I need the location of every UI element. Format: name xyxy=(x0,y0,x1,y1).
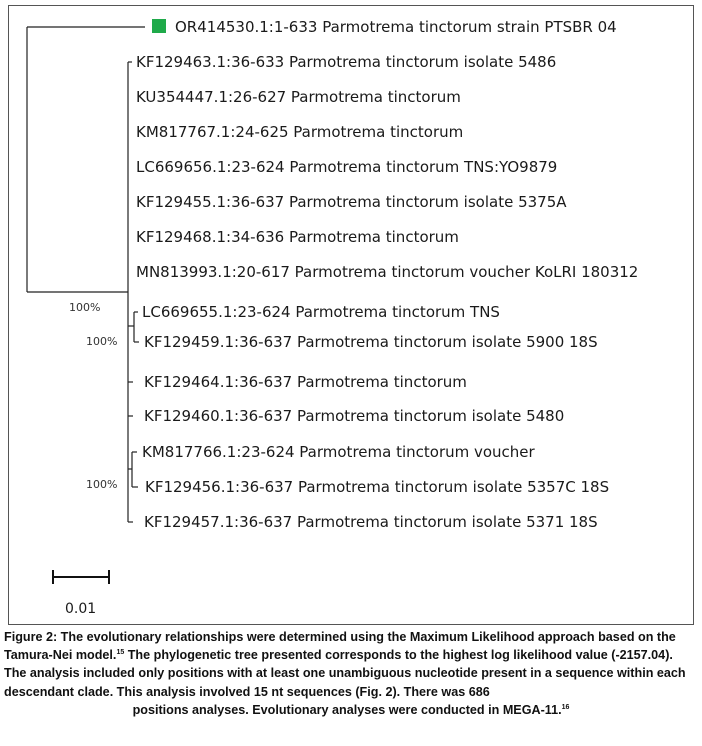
scale-bar-label: 0.01 xyxy=(65,601,97,617)
caption-ref-2: 16 xyxy=(561,703,570,711)
taxon-label-10: KF129459.1:36-637 Parmotrema tinctorum isolate 5900 18S xyxy=(144,333,598,351)
taxon-label-3: KU354447.1:26-627 Parmotrema tinctorum xyxy=(136,88,461,106)
bootstrap-root-clade: 100% xyxy=(69,301,101,314)
scale-bar xyxy=(53,570,109,617)
taxon-label-2: KF129463.1:36-633 Parmotrema tinctorum isolate 5486 xyxy=(136,53,557,71)
taxon-label-12: KF129460.1:36-637 Parmotrema tinctorum isolate 5480 xyxy=(144,407,565,425)
taxon-label-11: KF129464.1:36-637 Parmotrema tinctorum xyxy=(144,373,467,391)
figure-caption xyxy=(4,628,698,719)
taxon-label-13: KM817766.1:23-624 Parmotrema tinctorum voucher xyxy=(142,443,535,461)
taxon-label-8: MN813993.1:20-617 Parmotrema tinctorum voucher KoLRI 180312 xyxy=(136,263,639,281)
bootstrap-clade-a: 100% xyxy=(86,335,118,348)
taxon-label-5: LC669656.1:23-624 Parmotrema tinctorum TNS:YO9879 xyxy=(136,158,558,176)
caption-prefix: Figure 2: The evolutionary relationships were determined using the Maximum Likelihood approach based on the Tamura-Nei model. xyxy=(4,630,676,663)
bootstrap-clade-b: 100% xyxy=(86,478,118,491)
taxon-label-15: KF129457.1:36-637 Parmotrema tinctorum isolate 5371 18S xyxy=(144,513,598,531)
caption-ref-1: 15 xyxy=(116,649,125,657)
taxon-label-1: OR414530.1:1-633 Parmotrema tinctorum strain PTSBR 04 xyxy=(175,18,617,36)
taxon-labels xyxy=(136,18,638,531)
taxon-label-7: KF129468.1:34-636 Parmotrema tinctorum xyxy=(136,228,459,246)
caption-last-line xyxy=(4,701,698,719)
tree-branches xyxy=(27,27,145,522)
taxon-label-4: KM817767.1:24-625 Parmotrema tinctorum xyxy=(136,123,464,141)
taxon-label-6: KF129455.1:36-637 Parmotrema tinctorum isolate 5375A xyxy=(136,193,567,211)
phylogenetic-tree xyxy=(9,6,693,624)
caption-last-text: positions analyses. Evolutionary analyses were conducted in MEGA-11. xyxy=(132,702,562,717)
taxon-label-14: KF129456.1:36-637 Parmotrema tinctorum isolate 5357C 18S xyxy=(145,478,610,496)
query-sequence-marker xyxy=(152,19,166,33)
caption-body: The phylogenetic tree presented corresponds to the highest log likelihood value (-2157.04). The analysis included only positions with at least one unambiguous nucleotide present in a sequence within each descendant clade. This analysis involved 15 nt sequences (Fig. 2). There was 686 xyxy=(4,648,686,699)
figure-frame xyxy=(8,5,694,625)
taxon-label-9: LC669655.1:23-624 Parmotrema tinctorum TNS xyxy=(142,303,500,321)
